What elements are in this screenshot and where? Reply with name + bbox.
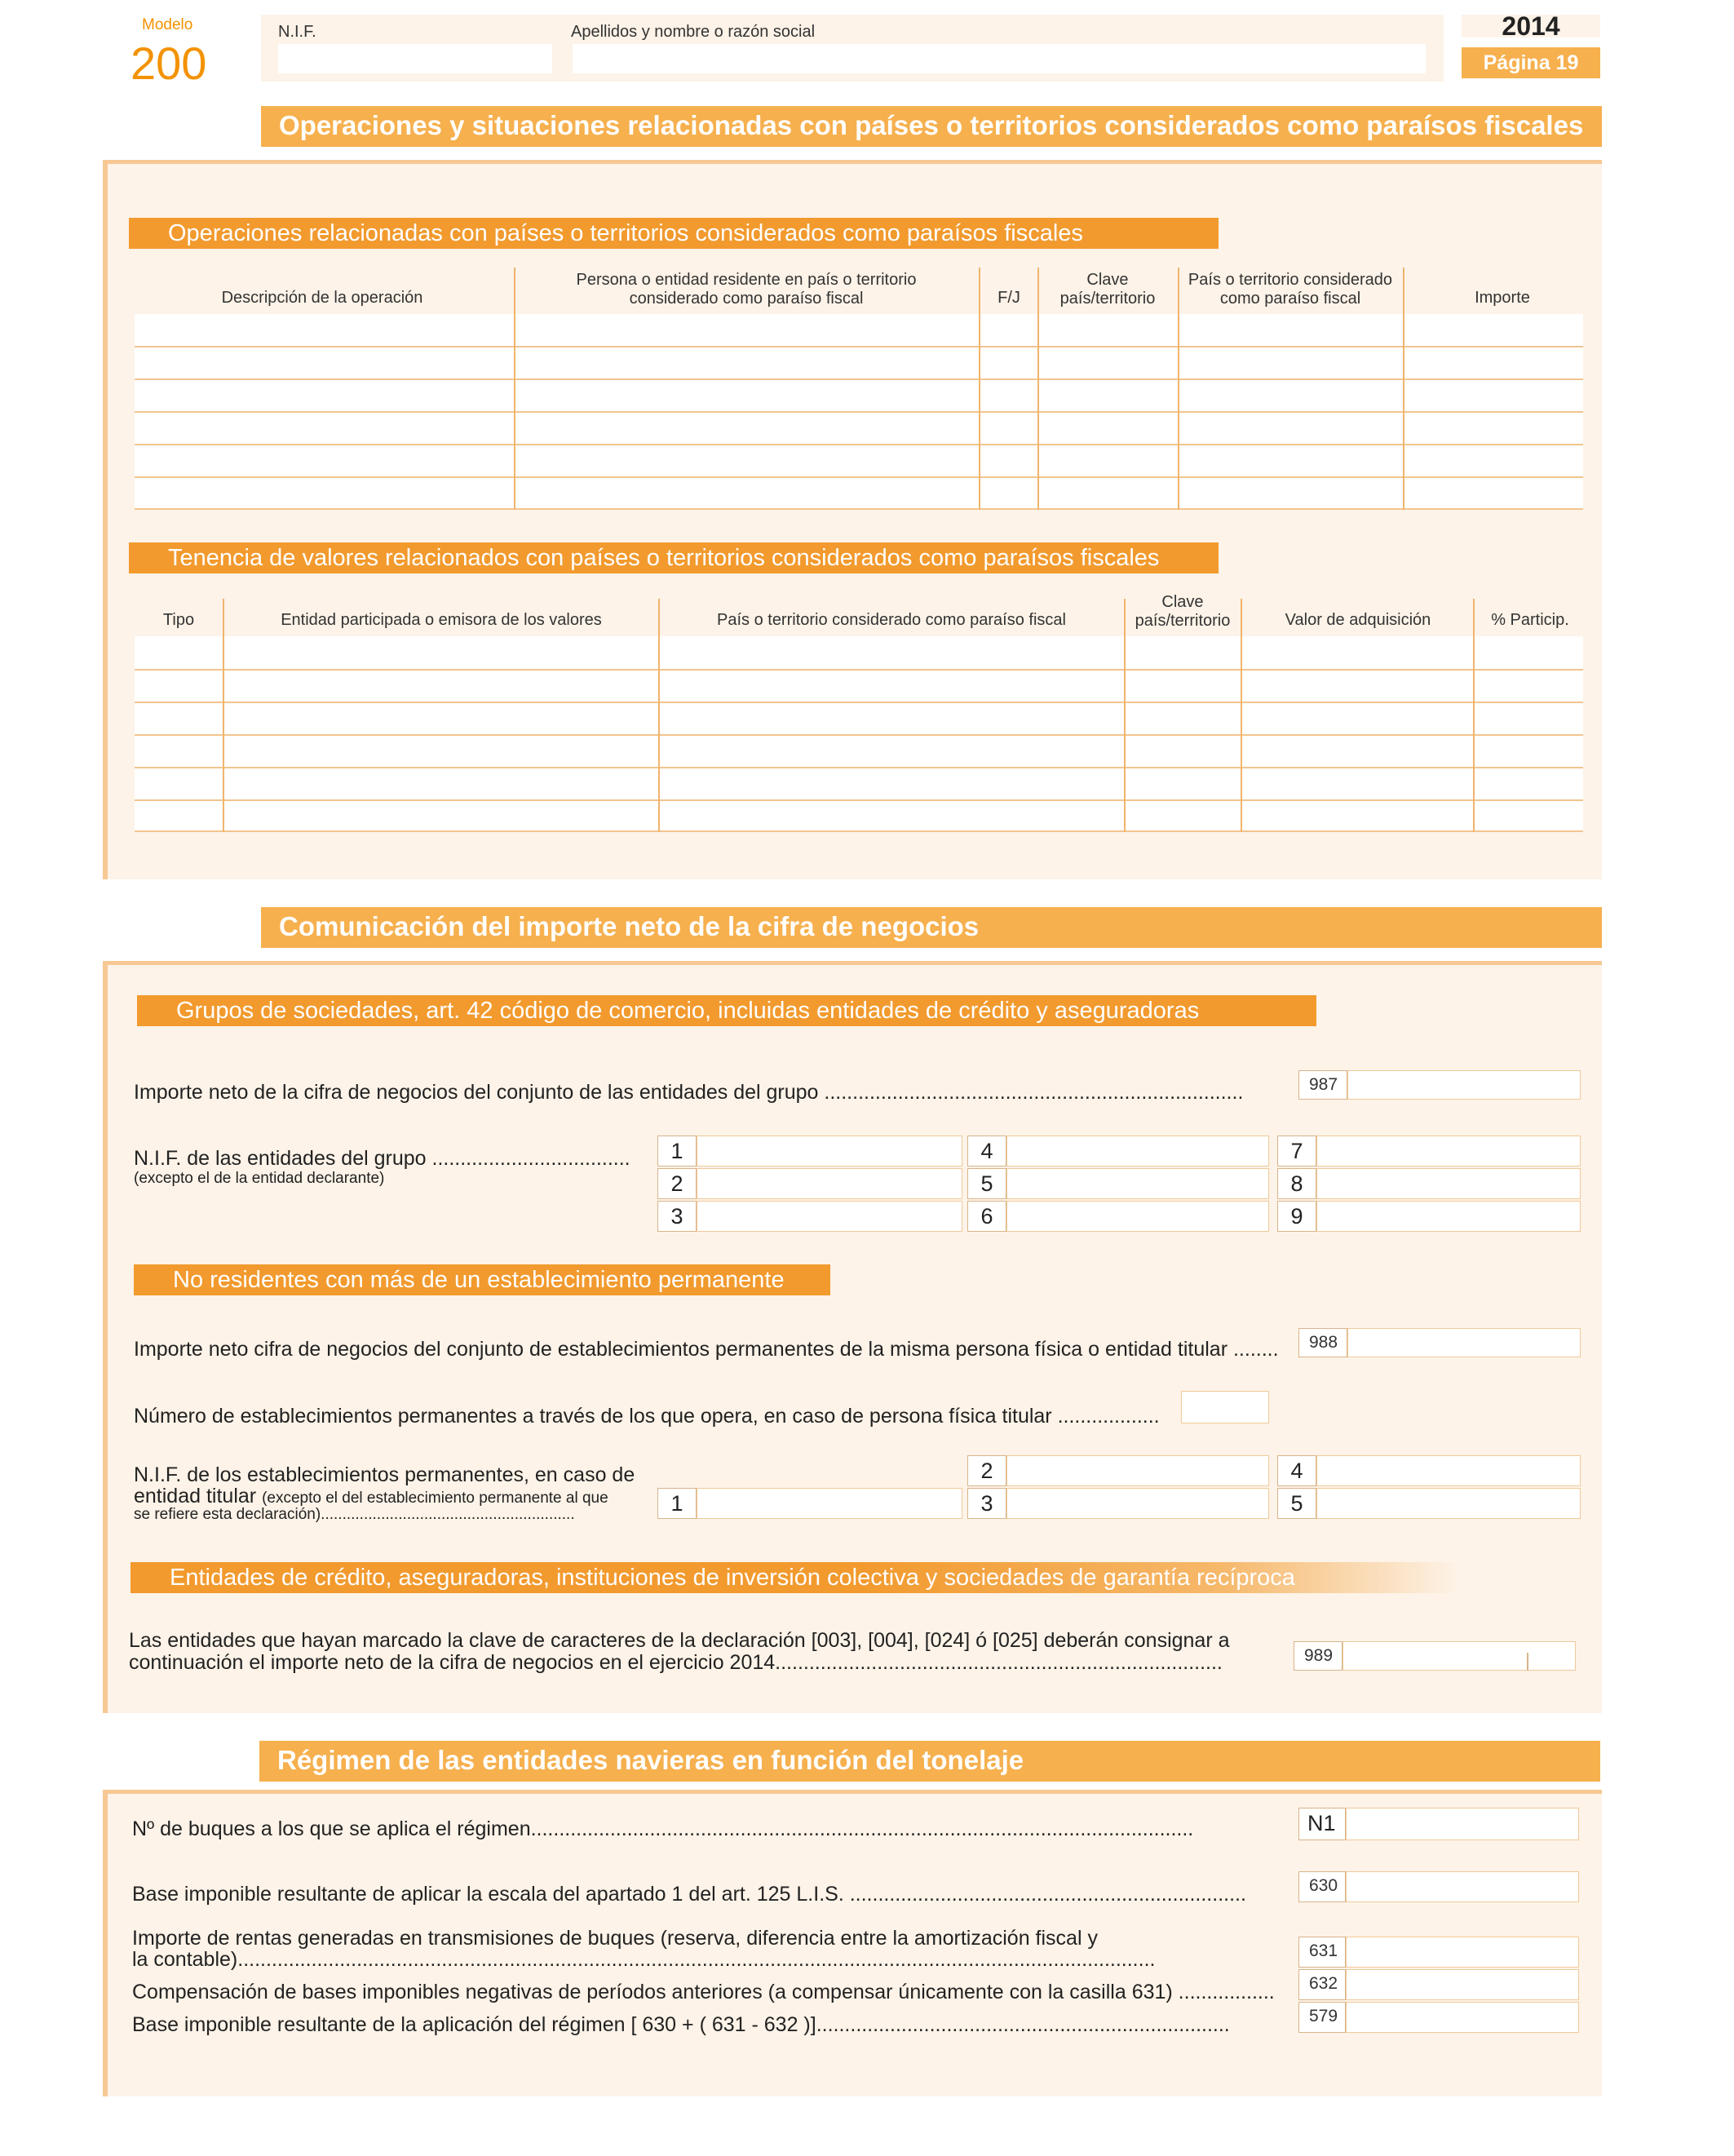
establecimiento-nif-input[interactable]: [1006, 1488, 1269, 1519]
box-n1-input[interactable]: [1346, 1808, 1579, 1840]
numero-establecimientos-label: Número de establecimientos permanentes a través de los que opera, en caso de persona física titular ..................: [134, 1405, 1160, 1428]
col-particip: % Particip.: [1491, 611, 1569, 629]
grupo-nif-number: 7: [1277, 1136, 1316, 1167]
col-pais-tenencia: País o territorio considerado como paraíso fiscal: [717, 611, 1066, 629]
box-989-code: 989: [1294, 1641, 1343, 1671]
entidades-credito-text-1: Las entidades que hayan marcado la clave de caracteres de la declaración [003], [004], [024] ó [025] deberán consignar a: [129, 1629, 1230, 1652]
grupo-nif-number: 6: [967, 1201, 1006, 1232]
establecimiento-nif-number: 4: [1277, 1455, 1316, 1486]
box-n1-code: N1: [1298, 1808, 1346, 1840]
nif-establecimientos-label: N.I.F. de los establecimientos permanentes, en caso de: [134, 1463, 635, 1486]
box-579-input[interactable]: [1346, 2002, 1579, 2033]
establecimiento-nif-number: 2: [967, 1455, 1006, 1486]
box-989-decimal-separator: [1527, 1653, 1528, 1671]
grupo-nif-input[interactable]: [697, 1168, 962, 1199]
box-630-code: 630: [1298, 1871, 1346, 1902]
grupo-nif-input[interactable]: [1006, 1136, 1269, 1167]
grupo-nif-input[interactable]: [1316, 1168, 1581, 1199]
box-632-code: 632: [1298, 1969, 1346, 2000]
col-tipo: Tipo: [162, 611, 195, 629]
grupo-nif-number: 5: [967, 1168, 1006, 1199]
compensacion-label: Compensación de bases imponibles negativas de períodos anteriores (a compensar únicamente con la casilla 631) .................: [132, 1981, 1275, 2003]
year-box: 2014: [1462, 15, 1600, 38]
grupo-nif-input[interactable]: [697, 1136, 962, 1167]
grupo-nif-input[interactable]: [1316, 1201, 1581, 1232]
box-989-input[interactable]: [1343, 1641, 1576, 1671]
section-paraisos-title: Operaciones y situaciones relacionadas con países o territorios considerados como paraísos fiscales: [261, 106, 1602, 147]
col-valor: Valor de adquisición: [1285, 611, 1431, 629]
establecimiento-nif-number: 5: [1277, 1488, 1316, 1519]
tenencia-title: Tenencia de valores relacionados con países o territorios considerados como paraísos fiscales: [129, 542, 1219, 573]
nif-label: N.I.F.: [278, 23, 316, 41]
entidades-credito-title: Entidades de crédito, aseguradoras, instituciones de inversión colectiva y sociedades de garantía recíproca: [130, 1562, 1460, 1593]
box-988-code: 988: [1298, 1328, 1347, 1357]
grupo-nif-number: 8: [1277, 1168, 1316, 1199]
grupo-nif-input[interactable]: [1316, 1136, 1581, 1167]
box-987-input[interactable]: [1347, 1070, 1581, 1100]
modelo-label: Modelo: [142, 16, 193, 33]
grupo-nif-input[interactable]: [697, 1201, 962, 1232]
section-cifra-negocios-title: Comunicación del importe neto de la cifra de negocios: [261, 907, 1602, 948]
col-pais: País o territorio considerado como paraíso fiscal: [1188, 271, 1393, 308]
establecimiento-nif-input[interactable]: [1316, 1455, 1581, 1486]
col-descripcion: Descripción de la operación: [221, 289, 423, 307]
establecimiento-nif-number: 3: [967, 1488, 1006, 1519]
entidades-credito-text-2: continuación el importe neto de la cifra de negocios en el ejercicio 2014...............................................................................: [129, 1651, 1223, 1674]
grupos-nif-label: N.I.F. de las entidades del grupo ...................................: [134, 1147, 630, 1170]
col-fj: F/J: [997, 289, 1020, 307]
grupos-title: Grupos de sociedades, art. 42 código de comercio, incluidas entidades de crédito y aseguradoras: [137, 995, 1316, 1026]
section-navieras-title: Régimen de las entidades navieras en función del tonelaje: [259, 1741, 1600, 1782]
grupo-nif-number: 1: [657, 1136, 697, 1167]
col-importe: Importe: [1475, 289, 1530, 307]
box-987-code: 987: [1298, 1070, 1347, 1100]
col-entidad: Entidad participada o emisora de los valores: [281, 611, 602, 629]
numero-establecimientos-input[interactable]: [1181, 1391, 1269, 1423]
no-residentes-importe-label: Importe neto cifra de negocios del conjunto de establecimientos permanentes de la misma persona física o entidad titular ........: [134, 1338, 1279, 1361]
grupo-nif-number: 2: [657, 1168, 697, 1199]
no-residentes-title: No residentes con más de un establecimiento permanente: [134, 1264, 830, 1295]
grupo-nif-input[interactable]: [1006, 1168, 1269, 1199]
col-clave: Clave país/territorio: [1059, 271, 1156, 308]
col-clave-tenencia: Clave país/territorio: [1135, 593, 1231, 630]
establecimiento-nif-number: 1: [657, 1488, 697, 1519]
grupo-nif-number: 4: [967, 1136, 1006, 1167]
nif-establecimientos-label-2: entidad titular (excepto el del establecimiento permanente al que: [134, 1485, 608, 1507]
box-631-code: 631: [1298, 1937, 1346, 1968]
resultado-label: Base imponible resultante de la aplicación del régimen [ 630 + ( 631 - 632 )].........................................................................: [132, 2013, 1230, 2036]
establecimiento-nif-input[interactable]: [1006, 1455, 1269, 1486]
grupos-importe-label: Importe neto de la cifra de negocios del conjunto de las entidades del grupo ..........................................................................: [134, 1081, 1244, 1104]
name-label: Apellidos y nombre o razón social: [571, 23, 816, 41]
rentas-label-1: Importe de rentas generadas en transmisiones de buques (reserva, diferencia entre la amortización fiscal y: [132, 1927, 1098, 1950]
box-632-input[interactable]: [1346, 1969, 1579, 2000]
nif-establecimientos-label-3: se refiere esta declaración)...........................................................: [134, 1506, 575, 1523]
buques-label: Nº de buques a los que se aplica el régimen.....................................................................................................................: [132, 1817, 1194, 1840]
box-988-input[interactable]: [1347, 1328, 1581, 1357]
box-579-code: 579: [1298, 2002, 1346, 2033]
establecimiento-nif-input[interactable]: [697, 1488, 962, 1519]
grupo-nif-number: 9: [1277, 1201, 1316, 1232]
operaciones-title: Operaciones relacionadas con países o territorios considerados como paraísos fiscales: [129, 218, 1219, 249]
grupo-nif-number: 3: [657, 1201, 697, 1232]
box-630-input[interactable]: [1346, 1871, 1579, 1902]
page-number: Página 19: [1462, 47, 1600, 78]
grupos-nif-sublabel: (excepto el de la entidad declarante): [134, 1170, 385, 1187]
col-persona: Persona o entidad residente en país o territorio considerado como paraíso fiscal: [576, 271, 917, 308]
rentas-label-2: la contable)..................................................................................................................................................................: [132, 1948, 1156, 1971]
establecimiento-nif-input[interactable]: [1316, 1488, 1581, 1519]
base-imponible-label: Base imponible resultante de aplicar la escala del apartado 1 del art. 125 L.I.S. ......................................................................: [132, 1883, 1246, 1906]
box-631-input[interactable]: [1346, 1937, 1579, 1968]
name-input[interactable]: [573, 44, 1426, 73]
grupo-nif-input[interactable]: [1006, 1201, 1269, 1232]
nif-input[interactable]: [278, 44, 552, 73]
modelo-number: 200: [130, 38, 207, 89]
